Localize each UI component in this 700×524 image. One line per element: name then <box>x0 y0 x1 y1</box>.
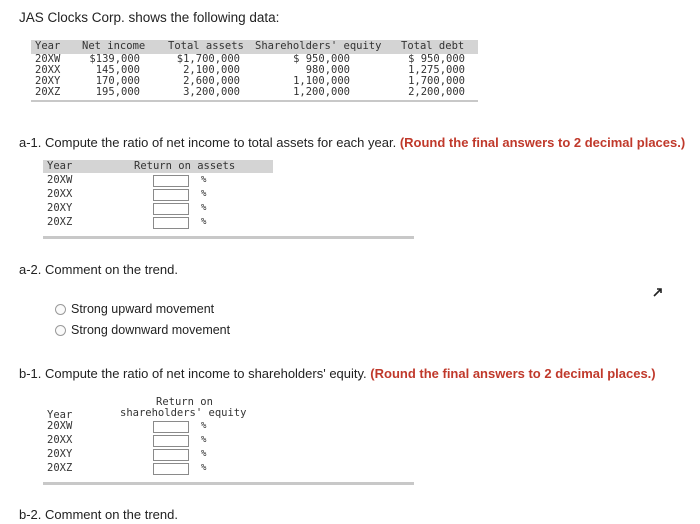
intro-text: JAS Clocks Corp. shows the following data: <box>19 10 280 25</box>
b1-col-return-line2: shareholders' equity <box>120 407 247 419</box>
percent-sign: % <box>201 175 207 185</box>
b1-year-label: 20XZ <box>47 462 73 474</box>
a1-col-year: Year <box>47 160 73 172</box>
b1-input-20xy[interactable] <box>153 449 189 461</box>
radio-strong-upward[interactable] <box>55 304 66 315</box>
b2-prompt: b-2. Comment on the trend. <box>19 507 178 522</box>
b1-input-20xz[interactable] <box>153 463 189 475</box>
header-shareholders-equity: Shareholders' equity <box>255 40 382 52</box>
b1-col-return-line1: Return on <box>156 396 213 408</box>
data-table-bottom-rule <box>31 100 478 102</box>
a1-input-20xy[interactable] <box>153 203 189 215</box>
header-total-debt: Total debt <box>401 40 465 52</box>
header-year: Year <box>35 40 61 52</box>
option-label-upward[interactable]: Strong upward movement <box>71 302 215 316</box>
header-net-income: Net income <box>82 40 146 52</box>
percent-sign: % <box>201 435 207 445</box>
radio-strong-downward[interactable] <box>55 325 66 336</box>
percent-sign: % <box>201 189 207 199</box>
percent-sign: % <box>201 463 207 473</box>
percent-sign: % <box>201 217 207 227</box>
b1-input-20xw[interactable] <box>153 421 189 433</box>
a1-input-20xx[interactable] <box>153 189 189 201</box>
a1-prompt: a-1. Compute the ratio of net income to total assets for each year. (Round the final answers to 2 decimal places.) <box>19 135 686 150</box>
b1-bottom-rule <box>43 482 414 485</box>
b1-year-label: 20XY <box>47 448 73 460</box>
b1-year-label: 20XX <box>47 434 73 446</box>
percent-sign: % <box>201 449 207 459</box>
a1-year-label: 20XW <box>47 174 73 186</box>
cursor-icon <box>652 287 664 299</box>
a1-year-label: 20XZ <box>47 216 73 228</box>
a1-bottom-rule <box>43 236 414 239</box>
percent-sign: % <box>201 203 207 213</box>
a1-year-label: 20XY <box>47 202 73 214</box>
a1-input-20xw[interactable] <box>153 175 189 187</box>
header-total-assets: Total assets <box>168 40 244 52</box>
b1-year-label: 20XW <box>47 420 73 432</box>
a1-col-return: Return on assets <box>134 160 236 172</box>
b1-prompt: b-1. Compute the ratio of net income to shareholders' equity. (Round the final answers to 2 decimal places.) <box>19 366 656 381</box>
option-label-downward[interactable]: Strong downward movement <box>71 323 231 337</box>
a2-prompt: a-2. Comment on the trend. <box>19 262 178 277</box>
b1-input-20xx[interactable] <box>153 435 189 447</box>
a1-year-label: 20XX <box>47 188 73 200</box>
b1-col-year: Year <box>47 409 73 421</box>
a1-input-20xz[interactable] <box>153 217 189 229</box>
percent-sign: % <box>201 421 207 431</box>
